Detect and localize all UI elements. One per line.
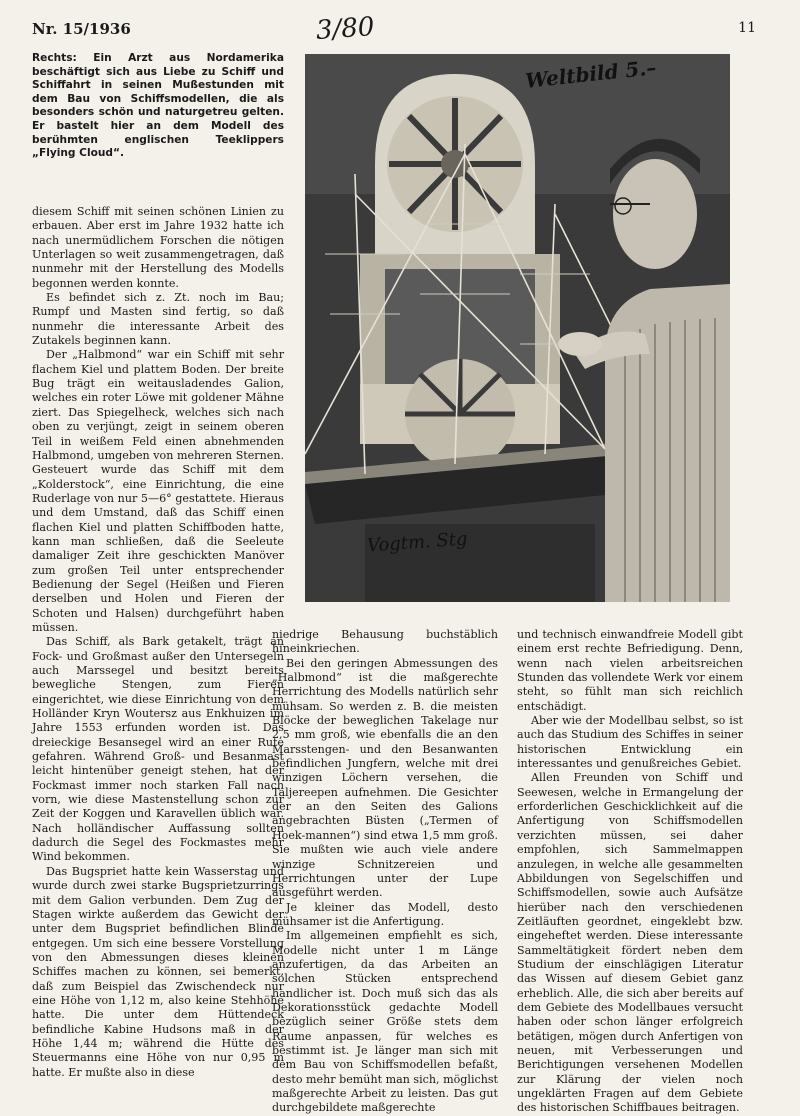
handwritten-archive-number: 3/80: [315, 11, 376, 47]
paragraph: Aber wie der Modellbau selbst, so ist auch das Studium des Schiffes in seiner historischen Entwicklung ein interessantes und genußreiches Gebiet.: [517, 714, 743, 771]
paragraph: niedrige Behausung buchstäblich hineinkriechen.: [272, 628, 498, 656]
paragraph: Der „Halbmond“ war ein Schiff mit sehr flachem Kiel und plattem Boden. Der breite Bug trägt ein weitausladendes Galion, welches ein roter Löwe mit goldener Mähne ziert. Das Spiegelheck, welches sich nach oben zu verjüngt, zeigt in seinem oberen Teil in weißem Feld einen abnehmenden Halbmond, umgeben von mehreren Sternen. Gesteuert wurde das Schiff mit dem „Kolderstock“, eine Einrichtung, die eine Ruderlage von nur 5—6° gestattete. Hieraus und dem Umstand, daß das Schiff einen flachen Kiel und platten Schiffboden hatte, kann man schließen, daß die Seeleute damaliger Zeit ihre geschickten Manöver zum großen Teil unter entsprechender Bedienung der Segel (Heißen und Fieren derselben und Holen und Fieren der Schoten und Halsen) durchgeführt haben müssen.: [32, 348, 284, 634]
text-column-3: [517, 628, 743, 1116]
paragraph: Im allgemeinen empfiehlt es sich, Modelle nicht unter 1 m Länge anzufertigen, da das Arbeiten an solchen Stücken entsprechend handlicher ist. Doch muß sich das als Dekorationsstück gedachte Modell bezüglich seiner Größe stets dem Raume anpassen, für welches es bestimmt ist. Je länger man sich mit dem Bau von Schiffsmodellen befaßt, desto mehr bemüht man sich, möglichst maßgerechte Arbeit zu leisten. Das gut durchgebildete maßgerechte: [272, 929, 498, 1115]
photo-illustration: [305, 54, 730, 602]
paragraph: Das Schiff, als Bark getakelt, trägt an Fock- und Großmast außer den Untersegeln auch Marssegel und besitzt bereits bewegliche Stengen, zum Fieren eingerichtet, wie diese Einrichtung von dem Holländer Kryn Woutersz aus Enkhuizen im Jahre 1553 erfunden worden ist. Das dreieckige Besansegel wird an einer Rute gefahren. Während Groß- und Besanmast leicht hintenüber geneigt stehen, hat der Fockmast immer noch starken Fall nach vorn, wie diese Mastenstellung schon zur Zeit der Koggen und Karavellen üblich war. Nach holländischer Auffassung sollten dadurch die Segel des Fockmastes mehr Wind bekommen.: [32, 635, 284, 864]
paragraph: und technisch einwandfreie Modell gibt einem erst rechte Befriedigung. Denn, wenn nach vielen arbeitsreichen Stunden das vollendete Werk vor einem steht, so fühlt man sich reichlich entschädigt.: [517, 628, 743, 713]
text-column-2: [272, 628, 498, 1116]
paragraph: Es befindet sich z. Zt. noch im Bau; Rumpf und Masten sind fertig, so daß nunmehr die interessante Arbeit des Zutakels beginnen kann.: [32, 291, 284, 348]
photo-ship-model-builder: [305, 54, 730, 602]
text-column-1: [32, 205, 284, 1080]
page-number: 11: [738, 20, 756, 36]
issue-number: Nr. 15/1936: [32, 20, 131, 38]
photo-handwritten-note: Vogtm. Stg: [366, 528, 469, 557]
paragraph: Das Bugspriet hatte kein Wasserstag und wurde durch zwei starke Bugsprietzurrings mit dem Galion verbunden. Dem Zug der Stagen wirkte außerdem das Gewicht der unter dem Bugspriet befindlichen Blinde entgegen. Um sich eine bessere Vorstellung von den Abmessungen dieses kleinen Schiffes machen zu können, sei bemerkt, daß zum Beispiel das Zwischendeck nur eine Höhe von 1,12 m, also keine Stehhöhe hatte. Die unter dem Hüttendeck befindliche Kabine Hudsons maß in der Höhe 1,44 m; während die Hütte des Steuermanns eine Höhe von nur 0,95 m hatte. Er mußte also in diese: [32, 864, 284, 1079]
photo-agency-stamp: Weltbild 5.–: [524, 55, 658, 93]
paragraph: Allen Freunden von Schiff und Seewesen, welche in Ermangelung der erforderlichen Geschicklichkeit auf die Anfertigung von Schiffsmodellen verzichten müssen, sei daher empfohlen, sich Sammelmappen anzulegen, in welche alle gesammelten Abbildungen von Segelschiffen und Schiffsmodellen, sowie auch Aufsätze hierüber nach den verschiedenen Zeitläuften geordnet, eingeklebt bzw. eingeheftet werden. Diese interessante Sammeltätigkeit fördert neben dem Studium der einschlägigen Literatur das Wissen auf diesem Gebiet ganz erheblich. Alle, die sich aber bereits auf dem Gebiete des Modellbaues versucht haben oder schon länger erfolgreich betätigen, mögen durch Anfertigen von neuen, mit Verbesserungen und Berichtigungen versehenen Modellen zur Klärung der vielen noch ungeklärten Fragen auf dem Gebiete des historischen Schiffbaues beitragen.: [517, 771, 743, 1115]
paragraph: Bei den geringen Abmessungen des „Halbmond“ ist die maßgerechte Herrichtung des Modells natürlich sehr mühsam. So werden z. B. die meisten Blöcke der beweglichen Takelage nur 2,5 mm groß, wie ebenfalls die an den Marsstengen- und den Besanwanten befindlichen Jungfern, welche mit drei winzigen Löchern versehen, die Taljereepen aufnehmen. Die Gesichter der an den Seiten des Galions angebrachten Büsten („Termen of Hoek-mannen“) sind etwa 1,5 mm groß. Sie mußten wie auch viele andere winzige Schnitzereien und Herrichtungen unter der Lupe ausgeführt werden.: [272, 656, 498, 900]
paragraph: diesem Schiff mit seinen schönen Linien zu erbauen. Aber erst im Jahre 1932 hatte ich nach unermüdlichem Forschen die nötigen Unterlagen so weit zusammengetragen, daß nunmehr mit der Herstellung des Modells begonnen werden konnte.: [32, 205, 284, 290]
photo-caption: Rechts: Ein Arzt aus Nordamerika beschäftigt sich aus Liebe zu Schiff und Schiffahrt in seinen Mußestunden mit dem Bau von Schiffsmodellen, die als besonders schön und naturgetreu gelten. Er bastelt hier an dem Modell des berühmten englischen Teeklippers „Flying Cloud“.: [32, 52, 284, 160]
paragraph: Je kleiner das Modell, desto mühsamer ist die Anfertigung.: [272, 900, 498, 928]
